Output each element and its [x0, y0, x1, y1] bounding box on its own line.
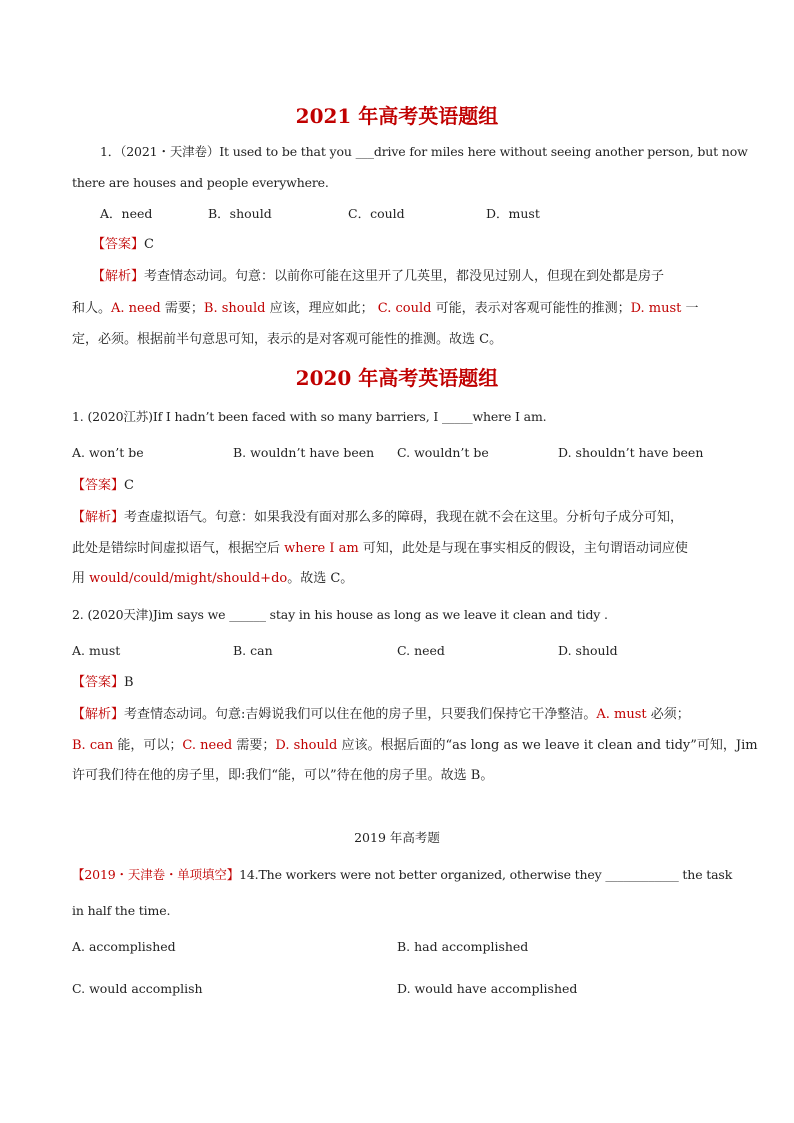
analysis-text: 必须；: [646, 707, 690, 722]
analysis-2020-2-line1: [72, 708, 690, 721]
question-2020-2-stem: 2. (2020天津)Jim says we ______ stay in his house as long as we leave it clean and tidy .: [72, 607, 608, 622]
answer-2020-1: [72, 479, 134, 492]
analysis-term: D. must: [630, 301, 682, 316]
analysis-text: 能，可以；: [113, 738, 183, 753]
analysis-term: where I am: [284, 541, 359, 556]
analysis-term: B. can: [72, 738, 114, 753]
analysis-2020-2-line2: [72, 739, 758, 752]
analysis-term: B. should: [203, 301, 266, 316]
analysis-2021-1-line3: 定，必须。根据前半句意思可知，表示的是对客观可能性的推测。故选 C。: [72, 332, 503, 347]
analysis-term: D. should: [275, 738, 338, 753]
analysis-label: 【解析】: [92, 269, 145, 284]
analysis-term: C. need: [182, 738, 233, 753]
question-2019-14-stem-line1: [72, 869, 732, 882]
option-b: B. wouldn’t have been: [233, 445, 375, 460]
analysis-text: 考查情态动词。句意:吉姆说我们可以住在他的房子里，只要我们保持它干净整洁。: [124, 707, 597, 722]
analysis-text: 一: [681, 301, 699, 316]
question-2019-14-stem-line2: in half the time.: [72, 903, 171, 918]
question-source: 【2019・天津卷・单项填空】: [72, 867, 240, 882]
question-2020-1-stem: 1. (2020江苏)If I hadn’t been faced with so many barriers, I _____where I am.: [72, 409, 547, 424]
option-c: C. need: [397, 643, 445, 658]
analysis-2021-1-line1: [92, 270, 664, 283]
analysis-term: A. must: [596, 707, 647, 722]
analysis-term: C. could: [377, 301, 432, 316]
option-b: B. had accomplished: [397, 939, 529, 954]
analysis-text: 。故选 C。: [287, 571, 354, 586]
question-2021-1-stem-line2: there are houses and people everywhere.: [72, 175, 329, 190]
option-d: D. should: [558, 643, 618, 658]
analysis-text: 应该。根据后面的“as long as we leave it clean and tidy”可知，Jim: [337, 738, 758, 753]
analysis-text: 此处是错综时间虚拟语气，根据空后: [72, 541, 285, 556]
analysis-text: 用: [72, 571, 90, 586]
option-d: D. shouldn’t have been: [558, 445, 704, 460]
analysis-term: would/could/might/should+do: [89, 571, 288, 586]
question-text: 14.The workers were not better organized, otherwise they ____________ the task: [239, 867, 733, 882]
analysis-text: 考查情态动词。句意：以前你可能在这里开了几英里，都没见过别人，但现在到处都是房子: [144, 269, 665, 284]
answer-2021-1: [92, 238, 154, 251]
option-a: A. accomplished: [72, 939, 176, 954]
answer-value: C: [144, 237, 154, 252]
analysis-label: 【解析】: [72, 707, 125, 722]
analysis-2020-2-line3: 许可我们待在他的房子里，即:我们“能，可以”待在他的房子里。故选 B。: [72, 768, 494, 783]
answer-value: B: [124, 675, 134, 690]
analysis-2020-1-line3: [72, 572, 353, 585]
option-d: D. would have accomplished: [397, 981, 578, 996]
analysis-term: A. need: [111, 301, 161, 316]
analysis-text: 需要；: [160, 301, 204, 316]
option-a: A. won’t be: [72, 445, 144, 460]
analysis-text: 需要；: [232, 738, 276, 753]
option-c: C. wouldn’t be: [397, 445, 489, 460]
option-a: A. must: [72, 643, 121, 658]
analysis-text: 应该，理应如此；: [265, 301, 374, 316]
option-b: B．should: [208, 206, 272, 221]
option-c: C. would accomplish: [72, 981, 203, 996]
analysis-text: 可知，此处是与现在事实相反的假设，主句谓语动词应使: [358, 541, 688, 556]
option-d: D．must: [486, 206, 540, 221]
section-title-2021: 2021 年高考英语题组: [295, 104, 499, 128]
answer-2020-2: [72, 676, 134, 689]
analysis-text: 可能，表示对客观可能性的推测；: [431, 301, 631, 316]
analysis-2020-1-line1: [72, 511, 683, 524]
answer-label: 【答案】: [92, 237, 145, 252]
analysis-text: 和人。: [72, 301, 112, 316]
answer-label: 【答案】: [72, 478, 125, 493]
analysis-2021-1-line2: [72, 302, 699, 315]
answer-label: 【答案】: [72, 675, 125, 690]
option-b: B. can: [233, 643, 273, 658]
analysis-2020-1-line2: [72, 542, 688, 555]
option-a: A．need: [100, 206, 153, 221]
section-title-2020: 2020 年高考英语题组: [295, 366, 499, 390]
analysis-label: 【解析】: [72, 510, 125, 525]
section-title-2019: 2019 年高考题: [354, 830, 440, 845]
answer-value: C: [124, 478, 134, 493]
analysis-text: 考查虚拟语气。句意：如果我没有面对那么多的障碍，我现在就不会在这里。分析句子成分可知，: [124, 510, 684, 525]
option-c: C．could: [348, 206, 405, 221]
question-2021-1-stem-line1: 1．（2021・天津卷）It used to be that you ___drive for miles here without seeing another person, but now: [100, 144, 748, 159]
